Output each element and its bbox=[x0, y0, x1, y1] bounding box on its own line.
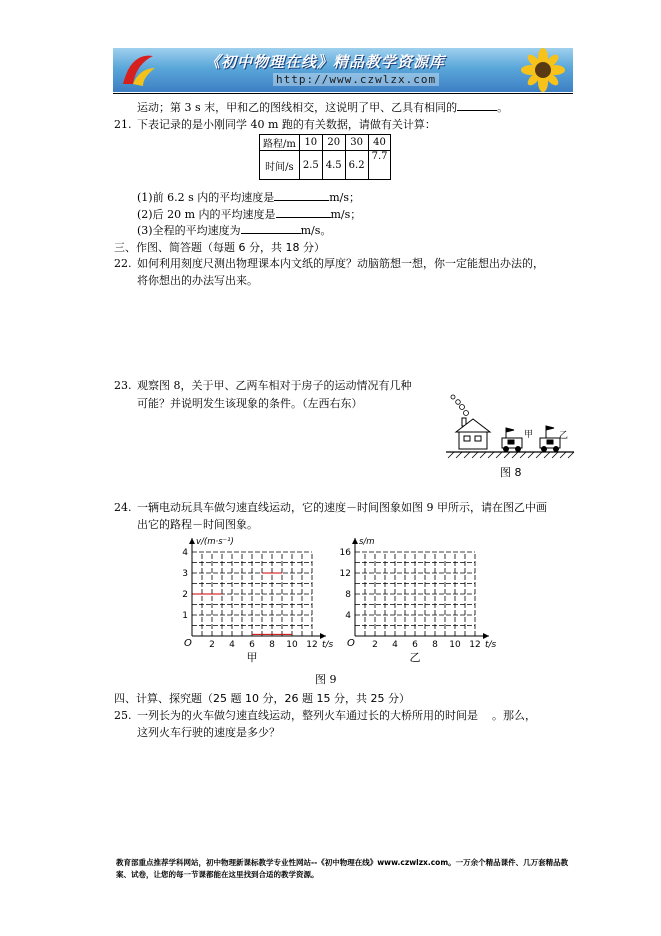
x-tick-label: 10 bbox=[449, 640, 461, 650]
q22-line2: 将你想出的办法写出来。 bbox=[137, 274, 258, 287]
table-cell: 30 bbox=[345, 135, 368, 151]
q20-tail: 运动；第 3 s 末，甲和乙的图线相交，这说明了甲、乙具有相同的 。 bbox=[137, 101, 509, 114]
x-tick-label: 2 bbox=[372, 640, 378, 650]
answer-blank[interactable] bbox=[241, 222, 301, 234]
q23-line2: 可能？并说明发生该现象的条件。（左西右东） bbox=[137, 397, 363, 410]
q22-number: 22. bbox=[114, 257, 132, 270]
table-cell: 4.5 bbox=[322, 151, 345, 180]
q21-sub3: (3)全程的平均速度为 m/s。 bbox=[137, 224, 332, 237]
x-tick-label: 6 bbox=[412, 640, 418, 650]
y-tick-label: 4 bbox=[345, 611, 351, 621]
answer-blank[interactable] bbox=[457, 99, 497, 111]
table-cell: 时间/s bbox=[260, 151, 300, 180]
y-tick-label: 1 bbox=[182, 611, 188, 621]
section-4-heading: 四、计算、探究题（25 题 10 分，26 题 15 分，共 25 分） bbox=[114, 692, 410, 705]
table-cell: 20 bbox=[322, 135, 345, 151]
y-axis-arrow-icon bbox=[352, 538, 358, 544]
x-tick-label: 12 bbox=[306, 640, 318, 650]
origin-label: O bbox=[184, 638, 192, 649]
header-banner bbox=[113, 48, 573, 92]
figure-8 bbox=[444, 392, 576, 482]
distance-time-graph[interactable] bbox=[335, 536, 500, 666]
table-cell: 40 bbox=[368, 135, 391, 151]
x-axis-label: t/s bbox=[322, 640, 334, 650]
banner-title: 《初中物理在线》精品教学资源库 bbox=[205, 53, 446, 71]
x-tick-label: 8 bbox=[432, 640, 438, 650]
x-tick-label: 6 bbox=[249, 640, 255, 650]
car-a-icon bbox=[502, 428, 522, 452]
answer-blank[interactable] bbox=[274, 189, 329, 201]
q24-number: 24. bbox=[114, 501, 132, 514]
q25-line2: 这列火车行驶的速度是多少？ bbox=[137, 726, 280, 739]
velocity-time-graph bbox=[172, 536, 337, 666]
q24-line2: 出它的路程－时间图象。 bbox=[137, 518, 258, 531]
x-axis-label: t/s bbox=[485, 640, 497, 650]
y-tick-label: 12 bbox=[339, 569, 351, 579]
x-tick-label: 10 bbox=[286, 640, 298, 650]
smoke-icon bbox=[451, 395, 469, 416]
car-a-label: 甲 bbox=[524, 430, 534, 440]
y-tick-label: 8 bbox=[345, 590, 351, 600]
header-rule bbox=[113, 93, 573, 94]
q23-number: 23. bbox=[114, 379, 132, 392]
x-tick-label: 12 bbox=[469, 640, 481, 650]
q21-stem: 下表记录的是小刚同学 40 m 跑的有关数据，请做有关计算： bbox=[137, 118, 436, 131]
x-axis-arrow-icon bbox=[320, 633, 326, 639]
car-b-label: 乙 bbox=[559, 431, 569, 441]
q23-line1: 观察图 8，关于甲、乙两车相对于房子的运动情况有几种 bbox=[137, 379, 412, 392]
q25-line1: 一列长为的火车做匀速直线运动，整列火车通过长的大桥所用的时间是 。那么， bbox=[137, 709, 536, 722]
x-axis-arrow-icon bbox=[483, 633, 489, 639]
y-tick-label: 3 bbox=[182, 569, 188, 579]
table-cell: 7.7 bbox=[368, 151, 391, 180]
figure-9-caption: 图 9 bbox=[315, 673, 337, 686]
x-tick-label: 4 bbox=[229, 640, 235, 650]
y-axis-arrow-icon bbox=[189, 538, 195, 544]
y-tick-label: 16 bbox=[339, 548, 351, 558]
x-tick-label: 8 bbox=[269, 640, 275, 650]
table-cell: 路程/m bbox=[260, 135, 300, 151]
origin-label: O bbox=[347, 638, 355, 649]
x-tick-label: 2 bbox=[209, 640, 215, 650]
table-row bbox=[260, 151, 391, 180]
sunflower-icon bbox=[503, 48, 573, 92]
graph-caption: 甲 bbox=[246, 651, 258, 664]
banner-url: http://www.czwlzx.com bbox=[273, 73, 439, 86]
y-tick-label: 4 bbox=[182, 548, 188, 558]
house-icon bbox=[456, 418, 490, 449]
table-row bbox=[260, 135, 391, 151]
section-3-heading: 三、作图、简答题（每题 6 分，共 18 分） bbox=[114, 241, 325, 254]
q21-sub1: (1)前 6.2 s 内的平均速度是 m/s； bbox=[137, 191, 361, 204]
site-logo-icon bbox=[119, 50, 159, 90]
figure-8-caption: 图 8 bbox=[500, 466, 522, 479]
table-cell: 6.2 bbox=[345, 151, 368, 180]
q21-number: 21. bbox=[114, 118, 132, 131]
car-b-icon bbox=[540, 426, 560, 452]
q25-number: 25. bbox=[114, 709, 132, 722]
q24-line1: 一辆电动玩具车做匀速直线运动，它的速度－时间图象如图 9 甲所示，请在图乙中画 bbox=[137, 501, 547, 514]
q22-line1: 如何利用刻度尺测出物理课本内文纸的厚度？动脑筋想一想，你一定能想出办法的， bbox=[137, 257, 544, 270]
q21-sub2: (2)后 20 m 内的平均速度是 m/s； bbox=[137, 208, 362, 221]
answer-blank[interactable] bbox=[276, 206, 331, 218]
ground-hatching bbox=[448, 452, 574, 458]
x-tick-label: 4 bbox=[392, 640, 398, 650]
speed-data-table bbox=[259, 134, 391, 180]
table-cell: 2.5 bbox=[299, 151, 322, 180]
page-footer: 教育部重点推荐学科网站，初中物理新课标教学专业性网站--《初中物理在线》www.czwlzx.com。一万余个精品课件、几万套精品教案、试卷，让您的每一节课都能在这里找到合适的教学资源。 bbox=[116, 858, 569, 879]
table-cell: 10 bbox=[299, 135, 322, 151]
y-axis-label: s/m bbox=[359, 537, 375, 547]
y-tick-label: 2 bbox=[182, 590, 188, 600]
y-axis-label: v/(m·s⁻¹) bbox=[196, 537, 234, 547]
graph-caption: 乙 bbox=[409, 651, 421, 664]
